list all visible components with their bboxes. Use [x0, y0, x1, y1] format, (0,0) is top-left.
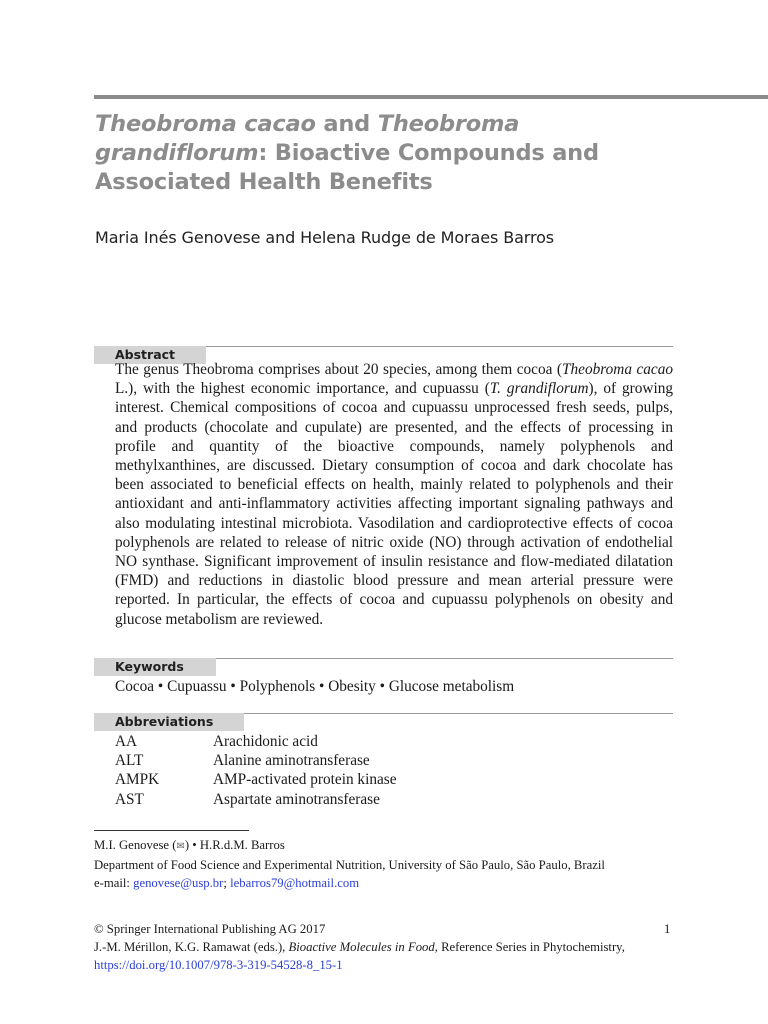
abbreviation-definition: Alanine aminotransferase: [213, 752, 370, 770]
abbreviation-term: ALT: [115, 752, 144, 770]
title-italic-1: Theobroma cacao: [95, 111, 316, 137]
abbreviation-term: AMPK: [115, 771, 160, 789]
authors: Maria Inés Genovese and Helena Rudge de Moraes Barros: [95, 228, 555, 247]
title-italic-3: Theobroma: [377, 111, 520, 137]
abstract-label: Abstract: [94, 346, 206, 364]
top-rule: [94, 95, 768, 99]
citation-series: , Reference Series in Phytochemistry,: [434, 940, 625, 954]
abbreviation-row: [115, 770, 397, 789]
abstract-p2: L.), with the highest economic importance, and cupuassu (: [115, 380, 490, 398]
footnote-rule: [94, 830, 249, 831]
page-number: 1: [664, 922, 671, 936]
abstract-p3: ), of growing interest. Chemical compositions of cocoa and cupuassu unprocessed fresh seeds, pulps, and products (chocolate and cupulate) are presented, and the effects of processing in profile and quantity of the bioactive compounds, namely polyphenols and methylxanthines, are discussed. Dietary consumption of cocoa and dark chocolate has been associated to beneficial effects on health, mainly related to polyphenols and their antioxidant and anti-inflammatory activities affecting important signaling pathways and also modulating intestinal microbiota. Vasodilation and cardioprotective effects of cocoa polyphenols are related to release of nitric oxide (NO) through activation of endothelial NO synthase. Significant improvement of insulin resistance and flow-mediated dilatation (FMD) and reductions in diastolic blood pressure and mean arterial pressure were reported. In particular, the effects of cocoa and cupuassu polyphenols on obesity and glucose metabolism are reviewed.: [115, 380, 673, 628]
abbreviations-list: [115, 732, 397, 809]
title-text-5: : Bioactive Compounds and: [258, 140, 599, 166]
email-link-lebarros[interactable]: lebarros79@hotmail.com: [230, 876, 360, 890]
title-text-6: Associated Health Benefits: [95, 169, 433, 195]
abbreviation-row: [115, 732, 397, 751]
keywords-label: Keywords: [94, 658, 216, 676]
abstract-p1: The genus Theobroma comprises about 20 species, among them cocoa (: [115, 361, 562, 378]
citation: [94, 938, 684, 974]
abbreviation-term: AA: [115, 733, 138, 750]
affiliation-author-1: M.I. Genovese (: [94, 838, 177, 852]
email-link-genovese[interactable]: genovese@usp.br: [133, 876, 224, 890]
abbreviations-label: Abbreviations: [94, 713, 244, 731]
affiliation-email-line: [94, 874, 684, 892]
abbreviation-definition: Arachidonic acid: [213, 733, 318, 750]
affiliation: [94, 836, 684, 892]
title-text-2: and: [315, 111, 378, 137]
title-italic-4: grandiflorum: [95, 140, 259, 166]
abbreviation-row: [115, 751, 397, 770]
keywords-text: Cocoa • Cupuassu • Polyphenols • Obesity • Glucose metabolism: [115, 678, 515, 695]
footer: [94, 920, 684, 974]
email-label: e-mail:: [94, 876, 134, 890]
abstract-italic-1: Theobroma cacao: [562, 361, 673, 378]
affiliation-author-2: ) • H.R.d.M. Barros: [184, 838, 285, 852]
chapter-title: [95, 110, 655, 197]
email-separator: ;: [223, 876, 231, 890]
abstract-italic-2: T. grandiflorum: [489, 380, 589, 398]
copyright: © Springer International Publishing AG 2017: [94, 922, 326, 936]
citation-editors: J.-M. Mérillon, K.G. Ramawat (eds.),: [94, 940, 289, 954]
abstract-text: [115, 360, 673, 629]
doi-link[interactable]: https://doi.org/10.1007/978-3-319-54528-8_15-1: [94, 958, 343, 972]
abbreviation-definition: Aspartate aminotransferase: [213, 790, 380, 808]
affiliation-department: Department of Food Science and Experimental Nutrition, University of São Paulo, São Paulo, Brazil: [94, 858, 605, 872]
citation-book-title: Bioactive Molecules in Food: [288, 940, 435, 954]
envelope-icon: ✉: [176, 841, 185, 852]
abbreviation-term: AST: [115, 790, 144, 808]
abbreviation-row: [115, 790, 397, 809]
abbreviation-definition: AMP-activated protein kinase: [213, 771, 397, 789]
affiliation-authors-line: [94, 836, 684, 856]
